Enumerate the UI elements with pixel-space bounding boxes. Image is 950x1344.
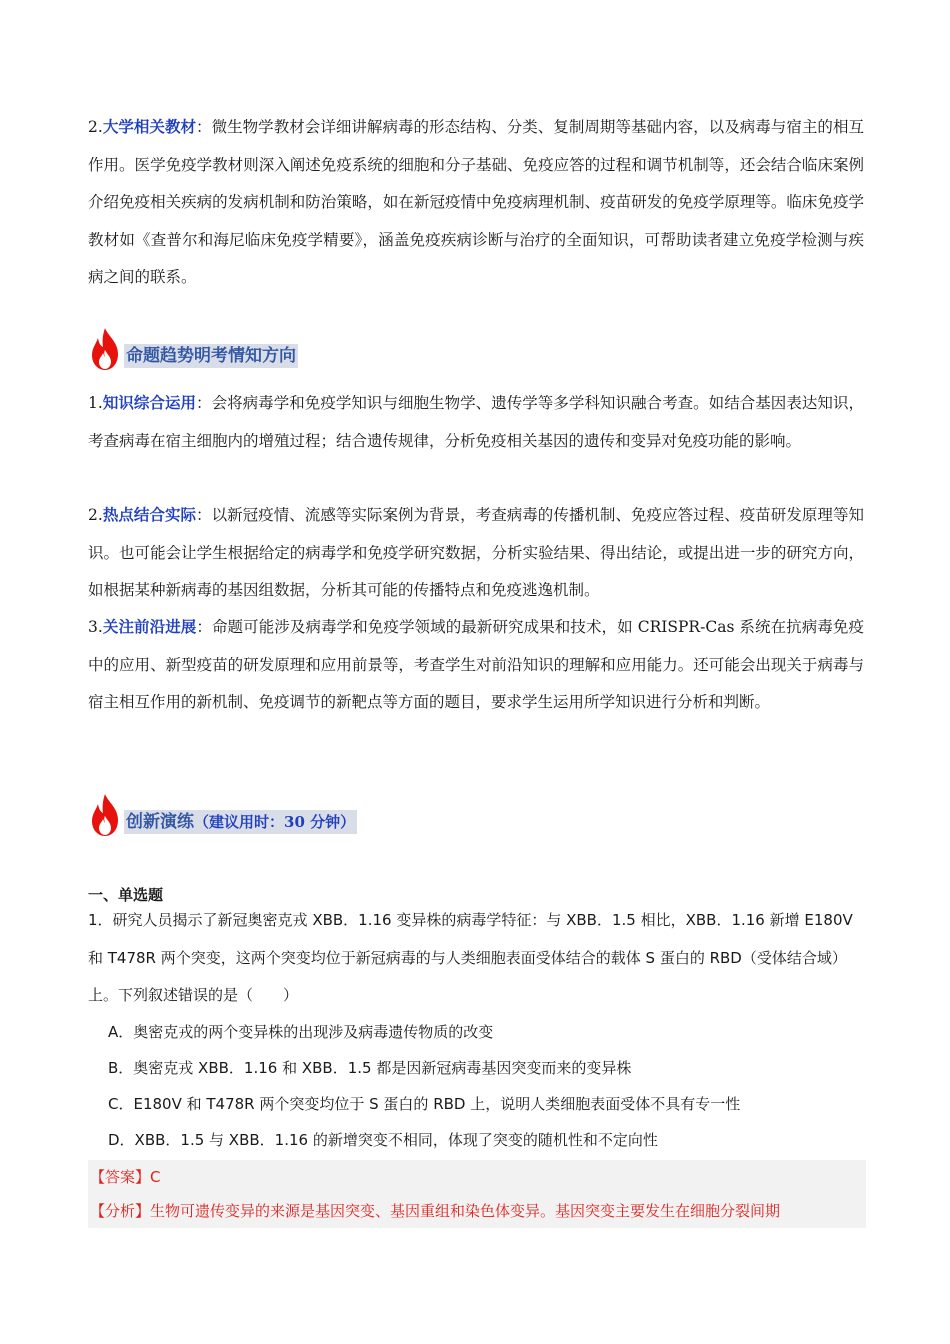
practice-heading <box>88 792 357 838</box>
item-text: ：会将病毒学和免疫学知识与细胞生物学、遗传学等多学科知识融合考查。如结合基因表达知识，考查病毒在宿主细胞内的增殖过程；结合遗传规律，分析免疫相关基因的遗传和变异对免疫功能的影响。 <box>88 394 864 450</box>
practice-heading-title <box>124 810 357 834</box>
question-stem: 1．研究人员揭示了新冠奥密克戎 XBB．1.16 变异株的病毒学特征：与 XBB．1.5 相比，XBB．1.16 新增 E180V 和 T478R 两个突变，这两个突变均位于新冠病毒的与人类细胞表面受体结合的载体 S 蛋白的 RBD（受体结合域）上。下列叙述错误的是（ ） <box>88 911 853 1004</box>
trend-item-3 <box>88 608 864 722</box>
flame-icon <box>88 326 122 372</box>
item-number: 1. <box>88 394 103 412</box>
option-b: B．奥密克戎 XBB．1.16 和 XBB．1.5 都是因新冠病毒基因突变而来的变异株 <box>108 1059 632 1077</box>
trend-heading <box>88 326 298 372</box>
item-text: ：命题可能涉及病毒学和免疫学领域的最新研究成果和技术，如 CRISPR-Cas 系统在抗病毒免疫中的应用、新型疫苗的研发原理和应用前景等，考查学生对前沿知识的理解和应用能力。还可能会出现关于病毒与宿主相互作用的新机制、免疫调节的新靶点等方面的题目，要求学生运用所学知识进行分析和判断。 <box>88 618 864 711</box>
item-text: ：微生物学教材会详细讲解病毒的形态结构、分类、复制周期等基础内容，以及病毒与宿主的相互作用。医学免疫学教材则深入阐述免疫系统的细胞和分子基础、免疫应答的过程和调节机制等，还会结合临床案例介绍免疫相关疾病的发病机制和防治策略，如在新冠疫情中免疫病理机制、疫苗研发的免疫学原理等。临床免疫学教材如《查普尔和海尼临床免疫学精要》，涵盖免疫疾病诊断与治疗的全面知识，可帮助读者建立免疫学检测与疾病之间的联系。 <box>88 118 864 286</box>
section-label: 一、单选题 <box>88 886 164 904</box>
trend-heading-title: 命题趋势明考情知方向 <box>126 346 296 366</box>
trend-item-1 <box>88 384 864 460</box>
practice-title: 创新演练 <box>126 812 194 832</box>
analysis-line: 【分析】生物可遗传变异的来源是基因突变、基因重组和染色体变异。基因突变主要发生在细胞分裂间期 <box>90 1202 781 1220</box>
answer-box <box>88 1160 866 1228</box>
trend-item-2 <box>88 496 864 610</box>
option-c: C．E180V 和 T478R 两个突变均位于 S 蛋白的 RBD 上，说明人类细胞表面受体不具有专一性 <box>108 1095 741 1113</box>
item-number: 2. <box>88 118 103 136</box>
item-number: 3. <box>88 618 103 636</box>
item-number: 2. <box>88 506 103 524</box>
item-keyword: 热点结合实际 <box>102 505 197 524</box>
practice-subtitle: （建议用时：30 分钟） <box>194 813 356 831</box>
answer-line: 【答案】C <box>90 1168 161 1186</box>
option-d: D．XBB．1.5 与 XBB．1.16 的新增突变不相同，体现了突变的随机性和不定向性 <box>108 1131 658 1149</box>
item-text: ：以新冠疫情、流感等实际案例为背景，考查病毒的传播机制、免疫应答过程、疫苗研发原理等知识。也可能会让学生根据给定的病毒学和免疫学研究数据，分析实验结果、得出结论，或提出进一步的研究方向，如根据某种新病毒的基因组数据，分析其可能的传播特点和免疫逃逸机制。 <box>88 506 864 599</box>
item-keyword: 知识综合运用 <box>102 393 197 412</box>
university-textbooks-paragraph <box>88 108 864 297</box>
item-keyword: 大学相关教材 <box>102 117 197 136</box>
option-a: A．奥密克戎的两个变异株的出现涉及病毒遗传物质的改变 <box>108 1023 494 1041</box>
item-keyword: 关注前沿进展 <box>102 617 197 636</box>
flame-icon <box>88 792 122 838</box>
